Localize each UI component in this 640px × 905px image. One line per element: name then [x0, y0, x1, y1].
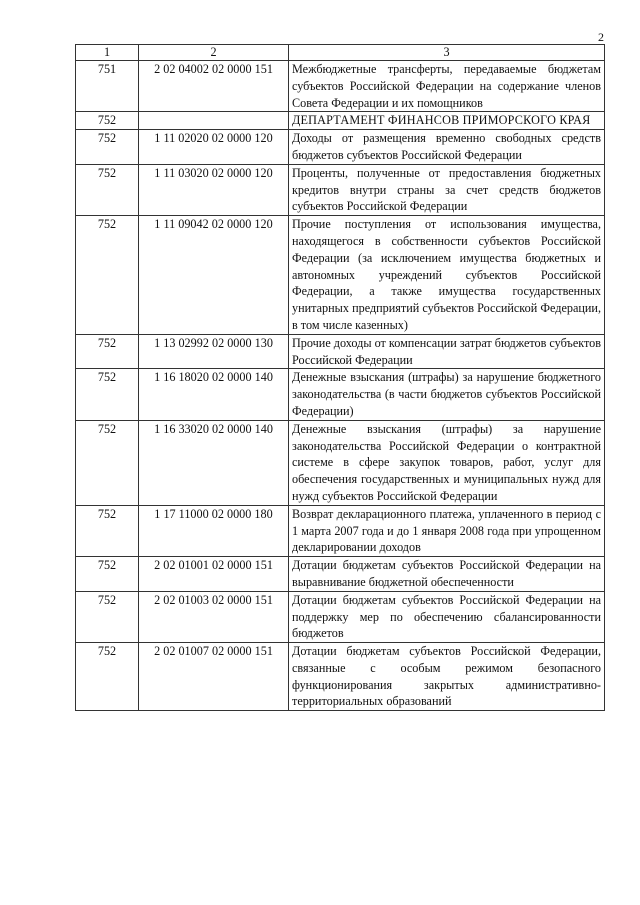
description-cell: Межбюджетные трансферты, передаваемые бюджетам субъектов Российской Федерации на содержание членов Совета Федерации и их помощников: [289, 61, 605, 112]
table-row: [76, 130, 605, 165]
description-cell: Денежные взыскания (штрафы) за нарушение бюджетного законодательства (в части бюджетов субъектов Российской Федерации): [289, 369, 605, 420]
budget-classification-code-cell: 1 11 02020 02 0000 120: [139, 130, 289, 165]
description-cell: Проценты, полученные от предоставления бюджетных кредитов внутри страны за счет средств бюджетов субъектов Российской Федерации: [289, 164, 605, 215]
table-row: [76, 420, 605, 505]
budget-classification-code-cell: 1 11 03020 02 0000 120: [139, 164, 289, 215]
admin-code-cell: 752: [76, 334, 139, 369]
budget-classification-code-cell: 2 02 04002 02 0000 151: [139, 61, 289, 112]
admin-code-cell: 752: [76, 164, 139, 215]
budget-classification-code-cell: 1 16 33020 02 0000 140: [139, 420, 289, 505]
column-header-3: 3: [289, 45, 605, 61]
admin-code-cell: 752: [76, 505, 139, 556]
table-row: [76, 643, 605, 711]
description-cell: Прочие доходы от компенсации затрат бюджетов субъектов Российской Федерации: [289, 334, 605, 369]
table-row: [76, 591, 605, 642]
table-row: [76, 505, 605, 556]
admin-code-cell: 752: [76, 216, 139, 335]
budget-classification-code-cell: 1 11 09042 02 0000 120: [139, 216, 289, 335]
admin-code-cell: 752: [76, 420, 139, 505]
description-cell: Дотации бюджетам субъектов Российской Федерации, связанные с особым режимом безопасного функционирования закрытых административно-территориальных образований: [289, 643, 605, 711]
admin-code-cell: 752: [76, 112, 139, 130]
table-row: [76, 557, 605, 592]
table-row: [76, 61, 605, 112]
column-header-2: 2: [139, 45, 289, 61]
admin-code-cell: 751: [76, 61, 139, 112]
table-row: [76, 369, 605, 420]
table-row: [76, 216, 605, 335]
table-header-row: [76, 45, 605, 61]
admin-code-cell: 752: [76, 369, 139, 420]
description-cell: Дотации бюджетам субъектов Российской Федерации на выравнивание бюджетной обеспеченности: [289, 557, 605, 592]
budget-classification-code-cell: 1 17 11000 02 0000 180: [139, 505, 289, 556]
table-row: [76, 112, 605, 130]
budget-classification-code-cell: [139, 112, 289, 130]
table-row: [76, 334, 605, 369]
budget-classification-code-cell: 2 02 01001 02 0000 151: [139, 557, 289, 592]
description-cell: Прочие поступления от использования имущества, находящегося в собственности субъектов Российской Федерации (за исключением имущества бюджетных и автономных учреждений субъектов Российской Федерации, а также имущества государственных унитарных предприятий субъектов Российской Федерации, в том числе казенных): [289, 216, 605, 335]
admin-code-cell: 752: [76, 557, 139, 592]
department-title-cell: ДЕПАРТАМЕНТ ФИНАНСОВ ПРИМОРСКОГО КРАЯ: [289, 112, 605, 130]
budget-classification-code-cell: 2 02 01003 02 0000 151: [139, 591, 289, 642]
budget-classification-code-cell: 1 16 18020 02 0000 140: [139, 369, 289, 420]
table-row: [76, 164, 605, 215]
column-header-1: 1: [76, 45, 139, 61]
description-cell: Возврат декларационного платежа, уплаченного в период с 1 марта 2007 года и до 1 января 2008 года при упрощенном декларировании доходов: [289, 505, 605, 556]
admin-code-cell: 752: [76, 591, 139, 642]
budget-revenue-table: [75, 44, 605, 711]
budget-classification-code-cell: 1 13 02992 02 0000 130: [139, 334, 289, 369]
admin-code-cell: 752: [76, 130, 139, 165]
budget-classification-code-cell: 2 02 01007 02 0000 151: [139, 643, 289, 711]
page-number: 2: [598, 30, 604, 44]
description-cell: Дотации бюджетам субъектов Российской Федерации на поддержку мер по обеспечению сбалансированности бюджетов: [289, 591, 605, 642]
description-cell: Доходы от размещения временно свободных средств бюджетов субъектов Российской Федерации: [289, 130, 605, 165]
description-cell: Денежные взыскания (штрафы) за нарушение законодательства Российской Федерации о контрактной системе в сфере закупок товаров, работ, услуг для обеспечения государственных и муниципальных нужд для нужд субъектов Российской Федерации: [289, 420, 605, 505]
admin-code-cell: 752: [76, 643, 139, 711]
